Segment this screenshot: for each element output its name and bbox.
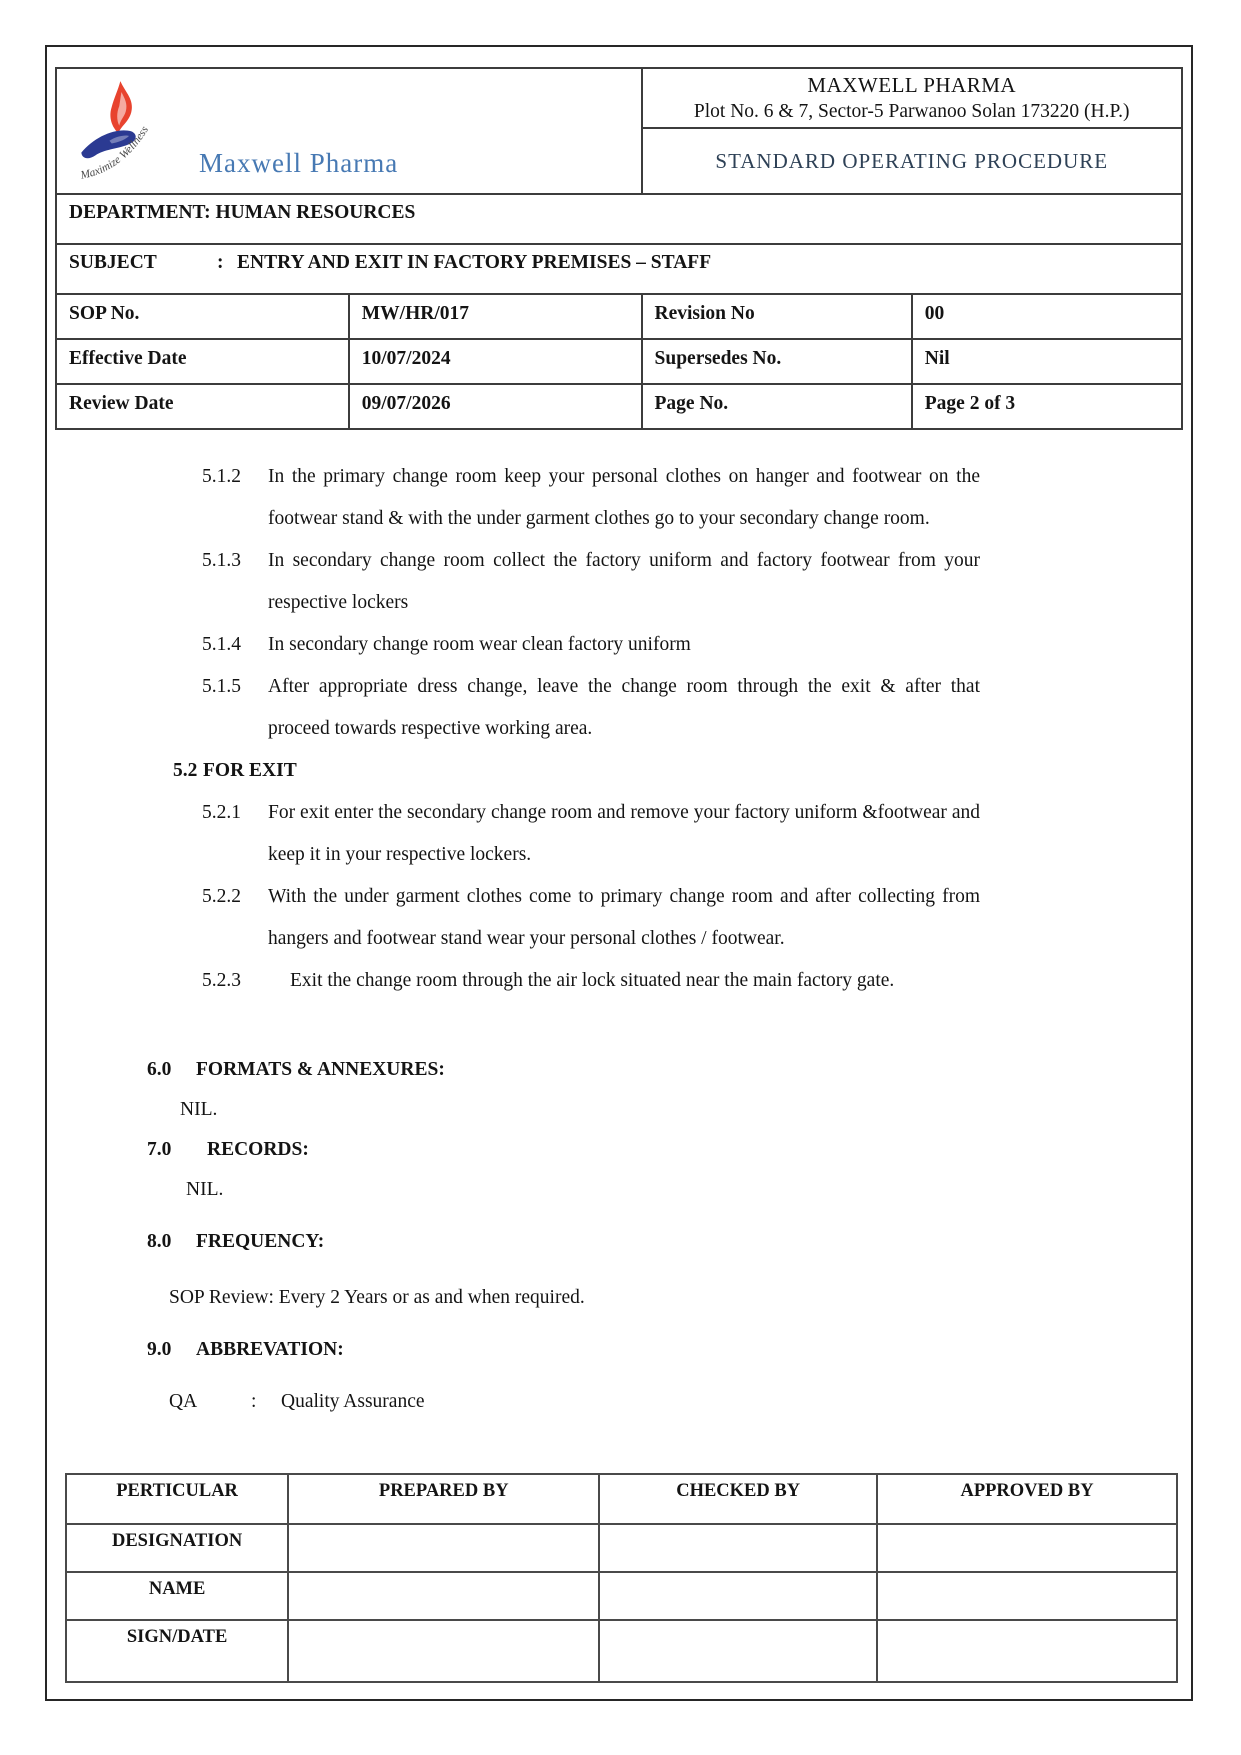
clause-5-1-5 — [202, 666, 1191, 750]
perticular-header: PERTICULAR — [66, 1474, 288, 1524]
clause-number: 5.1.3 — [202, 550, 241, 571]
name-checked-cell — [599, 1572, 877, 1620]
page-no-value: Page 2 of 3 — [912, 384, 1182, 429]
section-number: 9.0 — [147, 1339, 172, 1360]
subject-value: ENTRY AND EXIT IN FACTORY PREMISES – STAFF — [237, 252, 712, 273]
company-address: Plot No. 6 & 7, Sector-5 Parwanoo Solan 173220 (H.P.) — [693, 101, 1130, 122]
clause-number: 5.1.2 — [202, 466, 241, 487]
section-title: FORMATS & ANNEXURES: — [196, 1059, 445, 1080]
abbreviation-meaning: Quality Assurance — [281, 1391, 425, 1412]
header-table — [55, 67, 1183, 430]
prepared-by-header: PREPARED BY — [288, 1474, 599, 1524]
section-9-heading — [147, 1330, 1191, 1370]
clause-5-2-1 — [202, 792, 1191, 876]
effective-date-label: Effective Date — [56, 339, 349, 384]
clause-text: Exit the change room through the air lock situated near the main factory gate. — [290, 970, 895, 991]
section-7-heading — [147, 1130, 1191, 1170]
subsection-5-2-heading — [173, 750, 1191, 792]
section-number: 6.0 — [147, 1059, 172, 1080]
section-6-heading — [147, 1050, 1191, 1090]
sop-no-value: MW/HR/017 — [349, 294, 642, 339]
name-label: NAME — [66, 1572, 288, 1620]
sign-date-approved-cell — [877, 1620, 1177, 1682]
designation-label: DESIGNATION — [66, 1524, 288, 1572]
maxwell-pharma-logo-icon — [73, 79, 185, 183]
clause-text: After appropriate dress change, leave the change room through the exit & after that proceed towards respective working area. — [268, 676, 980, 739]
review-date-value: 09/07/2026 — [349, 384, 642, 429]
section-number: 8.0 — [147, 1231, 172, 1252]
clause-number: 5.2.1 — [202, 802, 241, 823]
revision-no-value: 00 — [912, 294, 1182, 339]
clause-5-2-2 — [202, 876, 1191, 960]
page-no-label: Page No. — [642, 384, 912, 429]
designation-prepared-cell — [288, 1524, 599, 1572]
section-8-heading — [147, 1222, 1191, 1262]
info-row-effective — [56, 339, 1182, 384]
clause-number: 5.2.2 — [202, 886, 241, 907]
logo-tagline: Maximize Wellness — [79, 124, 151, 182]
clause-text: In secondary change room wear clean factory uniform — [268, 634, 691, 655]
supersedes-no-value: Nil — [912, 339, 1182, 384]
sop-no-label: SOP No. — [56, 294, 349, 339]
logo-cell — [56, 68, 642, 194]
section-7-content: NIL. — [186, 1179, 224, 1200]
clause-text: In secondary change room collect the factory uniform and factory footwear from your respective lockers — [268, 550, 980, 613]
name-approved-cell — [877, 1572, 1177, 1620]
abbreviation-line — [169, 1382, 1191, 1422]
designation-row — [66, 1524, 1177, 1572]
clause-number: 5.1.5 — [202, 676, 241, 697]
sign-date-row — [66, 1620, 1177, 1682]
section-title: FREQUENCY: — [196, 1231, 325, 1252]
clause-5-1-2 — [202, 456, 1191, 540]
abbreviation-term: QA — [169, 1391, 198, 1412]
logo-brand-text: Maxwell Pharma — [199, 148, 399, 178]
checked-by-header: CHECKED BY — [599, 1474, 877, 1524]
company-name: MAXWELL PHARMA — [807, 73, 1017, 97]
company-logo — [73, 79, 635, 183]
signature-table — [65, 1473, 1178, 1683]
info-row-review — [56, 384, 1182, 429]
supersedes-no-label: Supersedes No. — [642, 339, 912, 384]
clause-number: 5.2.3 — [202, 970, 241, 991]
doc-type-title: STANDARD OPERATING PROCEDURE — [642, 128, 1183, 194]
clause-5-2-3 — [202, 960, 1191, 1002]
page-border-frame — [45, 45, 1193, 1701]
designation-approved-cell — [877, 1524, 1177, 1572]
company-header-cell — [642, 68, 1183, 128]
clause-number: 5.1.4 — [202, 634, 241, 655]
signature-header-row — [66, 1474, 1177, 1524]
name-prepared-cell — [288, 1572, 599, 1620]
clause-text: With the under garment clothes come to primary change room and after collecting from hangers and footwear stand wear your personal clothes / footwear. — [268, 886, 980, 949]
revision-no-label: Revision No — [642, 294, 912, 339]
info-row-sop — [56, 294, 1182, 339]
name-row — [66, 1572, 1177, 1620]
section-title: ABBREVATION: — [196, 1339, 344, 1360]
sign-date-label: SIGN/DATE — [66, 1620, 288, 1682]
abbreviation-separator: : — [251, 1391, 257, 1412]
section-number: 7.0 — [147, 1139, 172, 1160]
sign-date-prepared-cell — [288, 1620, 599, 1682]
sop-body — [47, 456, 1191, 1422]
clause-5-1-3 — [202, 540, 1191, 624]
section-title: RECORDS: — [207, 1139, 309, 1160]
section-6-content: NIL. — [180, 1099, 218, 1120]
department-row: DEPARTMENT: HUMAN RESOURCES — [56, 194, 1182, 244]
clause-text: In the primary change room keep your personal clothes on hanger and footwear on the footwear stand & with the under garment clothes go to your secondary change room. — [268, 466, 980, 529]
designation-checked-cell — [599, 1524, 877, 1572]
subject-row — [56, 244, 1182, 294]
effective-date-value: 10/07/2024 — [349, 339, 642, 384]
section-8-content: SOP Review: Every 2 Years or as and when required. — [169, 1287, 585, 1308]
sign-date-checked-cell — [599, 1620, 877, 1682]
subject-label: SUBJECT — [69, 252, 157, 273]
clause-text: For exit enter the secondary change room and remove your factory uniform &footwear and keep it in your respective lockers. — [268, 802, 980, 865]
subsection-title: FOR EXIT — [203, 760, 297, 781]
approved-by-header: APPROVED BY — [877, 1474, 1177, 1524]
subsection-number: 5.2 — [173, 760, 198, 781]
review-date-label: Review Date — [56, 384, 349, 429]
clause-5-1-4 — [202, 624, 1191, 666]
subject-separator: : — [217, 252, 224, 273]
